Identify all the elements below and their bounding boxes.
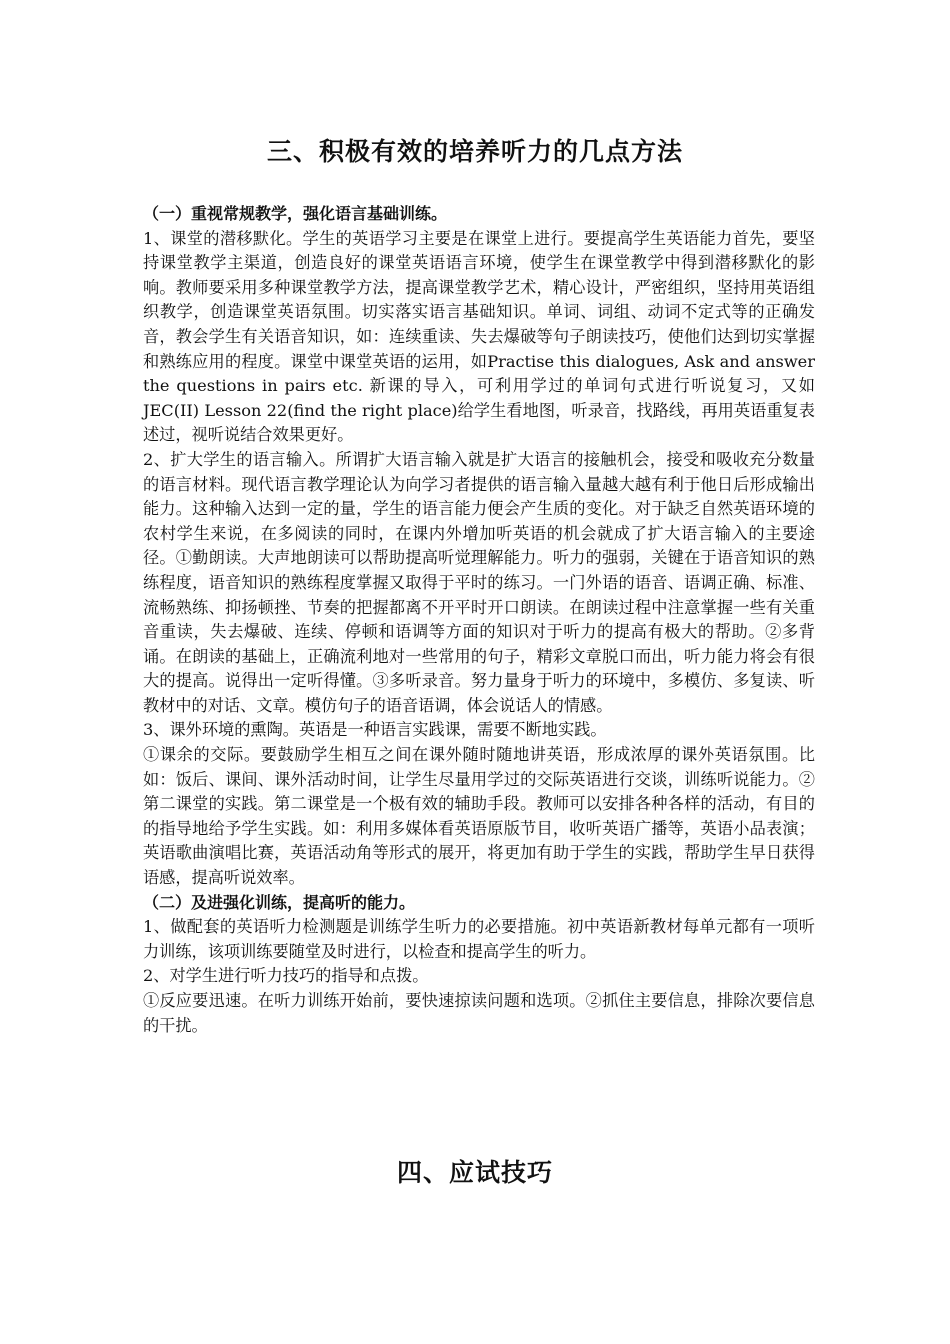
paragraph-classroom-influence: 1、课堂的潜移默化。学生的英语学习主要是在课堂上进行。要提高学生英语能力首先，要坚持课堂教学主渠道，创造良好的课堂英语语言环境，使学生在课堂教学中得到潜移默化的影响。教师要采用多种课堂教学方法，提高课堂教学艺术，精心设计，严密组织，坚持用英语组织教学，创造课堂英语氛围。切实落实语言基础知识。单词、词组、动词不定式等的正确发音，教会学生有关语音知识，如：连续重读、失去爆破等句子朗读技巧，使他们达到切实掌握和熟练应用的程度。课堂中课堂英语的运用，如Practise this dialogues, Ask and answer the questions in pairs etc. 新课的导入，可利用学过的单词句式进行听说复习，又如JEC(II) Lesson 22(find the right place)给学生看地图，听录音，找路线，再用英语重复表述过，视听说结合效果更好。 — [143, 228, 815, 445]
subheading-regular-teaching: （一）重视常规教学，强化语言基础训练。 — [143, 204, 448, 223]
subheading-intensive-training: （二）及进强化训练，提高听的能力。 — [143, 892, 416, 912]
paragraph-listening-skills: 2、对学生进行听力技巧的指导和点拨。 — [143, 966, 429, 986]
paragraph-language-input: 2、扩大学生的语言输入。所谓扩大语言输入就是扩大语言的接触机会，接受和吸收充分数量的语言材料。现代语言教学理论认为向学习者提供的语言输入量越大越有利于他日后形成输出能力。这种输入达到一定的量，学生的语言能力便会产生质的变化。对于缺乏自然英语环境的农村学生来说，在多阅读的同时，在课内外增加听英语的机会就成了扩大语言输入的主要途径。①勤朗读。大声地朗读可以帮助提高听觉理解能力。听力的强弱，关键在于语音知识的熟练程度，语音知识的熟练程度掌握又取得于平时的练习。一门外语的语音、语调正确、标准、流畅熟练、抑扬顿挫、节奏的把握都离不开平时开口朗读。在朗读过程中注意掌握一些有关重音重读，失去爆破、连续、停顿和语调等方面的知识对于听力的提高有极大的帮助。②多背诵。在朗读的基础上，正确流利地对一些常用的句子，精彩文章脱口而出，听力能力将会有很大的提高。说得出一定听得懂。③多听录音。努力量身于听力的环境中，多模仿、多复读、听教材中的对话、文章。模仿句子的语音语调，体会说话人的情感。 — [143, 449, 815, 715]
paragraph-quick-reaction: ①反应要迅速。在听力训练开始前，要快速掠读问题和选项。②抓住主要信息，排除次要信息的干扰。 — [143, 991, 815, 1035]
paragraph-extracurricular-environment: 3、课外环境的熏陶。英语是一种语言实践课，需要不断地实践。 — [143, 720, 607, 740]
section-heading-exam-skills: 四、应试技巧 — [396, 1158, 553, 1187]
paragraph-listening-tests: 1、做配套的英语听力检测题是训练学生听力的必要措施。初中英语新教材每单元都有一项听力训练，该项训练要随堂及时进行，以检查和提高学生的听力。 — [143, 917, 815, 961]
section-heading-methods: 三、积极有效的培养听力的几点方法 — [266, 137, 683, 166]
paragraph-after-class-communication: ①课余的交际。要鼓励学生相互之间在课外随时随地讲英语，形成浓厚的课外英语氛围。比如：饭后、课间、课外活动时间，让学生尽量用学过的交际英语进行交谈，训练听说能力。②第二课堂的实践。第二课堂是一个极有效的辅助手段。教师可以安排各种各样的活动，有目的的指导地给予学生实践。如：利用多媒体看英语原版节目，收听英语广播等，英语小品表演；英语歌曲演唱比赛，英语活动角等形式的展开，将更加有助于学生的实践，帮助学生早日获得语感，提高听说效率。 — [143, 745, 815, 888]
section-body — [143, 202, 815, 1038]
